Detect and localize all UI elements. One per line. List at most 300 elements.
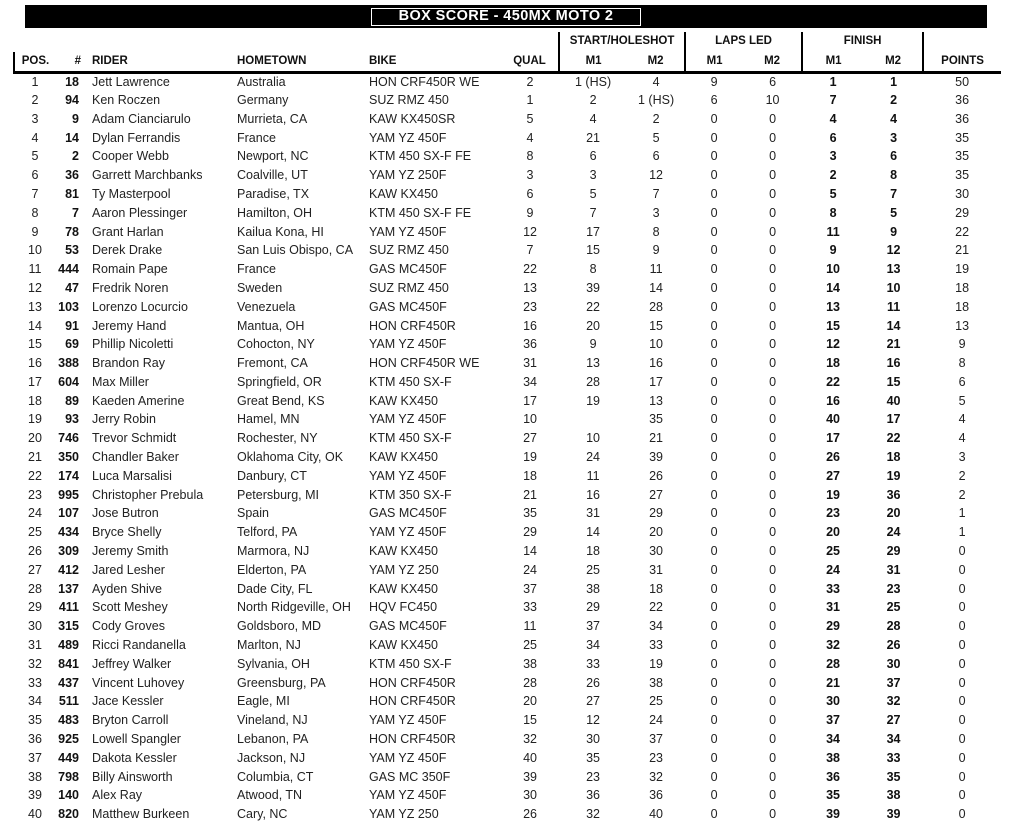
cell-hometown: Vineland, NJ	[237, 713, 308, 728]
cell-number: 315	[58, 619, 79, 634]
cell-bike: YAM YZ 450F	[369, 525, 447, 540]
cell-lapsled-m2: 0	[769, 468, 777, 483]
cell-pos: 17	[28, 374, 42, 389]
cell-bike: GAS MC450F	[369, 262, 447, 277]
cell-finish-m1: 40	[826, 412, 841, 427]
cell-qual: 37	[523, 581, 537, 596]
cell-hometown: Atwood, TN	[237, 788, 303, 803]
cell-rider: Ty Masterpool	[92, 186, 171, 201]
cell-pos: 7	[31, 186, 39, 201]
cell-finish-m1: 19	[826, 487, 841, 502]
cell-start-m1: 27	[586, 694, 601, 709]
cell-bike: GAS MC450F	[369, 619, 447, 634]
cell-pos: 9	[31, 224, 39, 239]
cell-rider: Billy Ainsworth	[92, 769, 173, 784]
cell-lapsled-m1: 0	[710, 412, 718, 427]
cell-pos: 3	[31, 111, 39, 126]
cell-finish-m1: 32	[826, 638, 841, 653]
cell-bike: YAM YZ 250	[369, 807, 439, 822]
cell-rider: Bryton Carroll	[92, 713, 169, 728]
cell-pos: 4	[31, 130, 39, 145]
table-row	[14, 166, 1001, 185]
cell-finish-m2: 22	[886, 431, 901, 446]
cell-bike: SUZ RMZ 450	[369, 92, 449, 107]
cell-lapsled-m2: 10	[765, 92, 780, 107]
cell-rider: Jace Kessler	[92, 694, 164, 709]
cell-lapsled-m2: 0	[769, 224, 777, 239]
table-row	[14, 147, 1001, 166]
cell-start-m1: 17	[586, 224, 601, 239]
cell-points: 0	[958, 732, 966, 747]
cell-finish-m1: 22	[826, 374, 841, 389]
cell-start-m1: 20	[586, 318, 601, 333]
cell-points: 0	[958, 675, 966, 690]
cell-number: 798	[58, 769, 79, 784]
cell-number: 437	[58, 675, 79, 690]
cell-rider: Lorenzo Locurcio	[92, 299, 188, 314]
cell-rider: Ken Roczen	[92, 92, 161, 107]
cell-hometown: Springfield, OR	[237, 374, 322, 389]
col-header-finish-m2: M2	[864, 52, 923, 72]
cell-points: 30	[955, 186, 970, 201]
table-row	[14, 617, 1001, 636]
cell-hometown: Petersburg, MI	[237, 487, 319, 502]
cell-qual: 9	[526, 205, 534, 220]
cell-lapsled-m1: 0	[710, 431, 718, 446]
cell-pos: 1	[31, 74, 39, 89]
table-row	[14, 674, 1001, 693]
cell-rider: Phillip Nicoletti	[92, 337, 174, 352]
cell-pos: 11	[28, 262, 42, 277]
cell-hometown: Spain	[237, 506, 269, 521]
table-row	[14, 110, 1001, 129]
cell-pos: 16	[28, 356, 42, 371]
cell-hometown: Dade City, FL	[237, 581, 313, 596]
cell-start-m2: 9	[652, 243, 660, 258]
cell-points: 0	[958, 581, 966, 596]
cell-hometown: Sylvania, OH	[237, 656, 310, 671]
cell-pos: 8	[31, 205, 39, 220]
cell-lapsled-m1: 0	[710, 638, 718, 653]
cell-finish-m1: 30	[826, 694, 841, 709]
col-header-lapsled-m1: M1	[685, 52, 743, 72]
cell-points: 18	[955, 280, 970, 295]
cell-number: 9	[72, 111, 79, 126]
cell-hometown: Elderton, PA	[237, 562, 307, 577]
cell-points: 50	[955, 74, 970, 89]
cell-finish-m1: 34	[826, 732, 841, 747]
cell-number: 350	[58, 450, 79, 465]
table-row	[14, 241, 1001, 260]
cell-finish-m2: 16	[886, 356, 901, 371]
cell-bike: YAM YZ 450F	[369, 788, 447, 803]
cell-lapsled-m2: 0	[769, 656, 777, 671]
cell-lapsled-m1: 0	[710, 262, 718, 277]
table-row	[14, 354, 1001, 373]
cell-bike: KTM 350 SX-F	[369, 487, 452, 502]
cell-hometown: Kailua Kona, HI	[237, 224, 324, 239]
cell-finish-m1: 25	[826, 544, 841, 559]
cell-rider: Jared Lesher	[92, 562, 165, 577]
cell-points: 18	[955, 299, 970, 314]
cell-number: 36	[65, 168, 79, 183]
page-title: BOX SCORE - 450MX MOTO 2	[398, 8, 614, 25]
cell-start-m2: 3	[652, 205, 660, 220]
cell-start-m1: 5	[589, 186, 597, 201]
cell-finish-m1: 6	[829, 130, 837, 145]
cell-finish-m2: 10	[886, 280, 901, 295]
cell-lapsled-m2: 0	[769, 600, 777, 615]
cell-points: 1	[958, 525, 966, 540]
cell-start-m1: 39	[586, 280, 601, 295]
cell-start-m2: 27	[649, 487, 664, 502]
cell-points: 3	[958, 450, 966, 465]
cell-qual: 32	[523, 732, 537, 747]
cell-lapsled-m1: 0	[710, 732, 718, 747]
cell-finish-m2: 33	[886, 750, 901, 765]
cell-lapsled-m1: 0	[710, 130, 718, 145]
cell-finish-m1: 11	[826, 224, 840, 239]
cell-rider: Ayden Shive	[92, 581, 162, 596]
cell-bike: KAW KX450	[369, 638, 439, 653]
cell-finish-m1: 31	[826, 600, 841, 615]
cell-rider: Christopher Prebula	[92, 487, 204, 502]
cell-lapsled-m1: 0	[710, 581, 718, 596]
cell-pos: 38	[28, 769, 42, 784]
cell-hometown: Fremont, CA	[237, 356, 308, 371]
cell-pos: 23	[28, 487, 42, 502]
cell-points: 0	[958, 619, 966, 634]
cell-rider: Trevor Schmidt	[92, 431, 177, 446]
cell-lapsled-m2: 0	[769, 431, 777, 446]
cell-finish-m1: 37	[826, 713, 841, 728]
col-header-number: #	[56, 52, 90, 72]
cell-qual: 25	[523, 638, 537, 653]
cell-points: 0	[958, 600, 966, 615]
cell-start-m1: 8	[589, 262, 597, 277]
cell-lapsled-m2: 0	[769, 619, 777, 634]
table-row	[14, 523, 1001, 542]
cell-rider: Jerry Robin	[92, 412, 156, 427]
cell-bike: KTM 450 SX-F	[369, 656, 452, 671]
cell-start-m1: 7	[589, 205, 597, 220]
cell-lapsled-m2: 0	[769, 694, 777, 709]
cell-rider: Alex Ray	[92, 788, 143, 803]
cell-start-m1: 15	[586, 243, 601, 258]
group-header-points-spacer	[923, 32, 1001, 52]
cell-rider: Cooper Webb	[92, 149, 169, 164]
cell-start-m2: 7	[652, 186, 660, 201]
cell-start-m2: 29	[649, 506, 664, 521]
cell-bike: KTM 450 SX-F FE	[369, 205, 472, 220]
cell-finish-m2: 32	[886, 694, 901, 709]
results-body	[14, 72, 1001, 824]
cell-points: 4	[958, 412, 966, 427]
cell-number: 604	[58, 374, 79, 389]
table-row	[14, 204, 1001, 223]
cell-start-m1: 23	[586, 769, 601, 784]
cell-points: 6	[958, 374, 966, 389]
cell-start-m1: 13	[586, 356, 601, 371]
cell-start-m1: 26	[586, 675, 601, 690]
cell-points: 21	[955, 243, 970, 258]
cell-hometown: Mantua, OH	[237, 318, 305, 333]
cell-start-m1: 37	[586, 619, 601, 634]
cell-start-m2: 22	[649, 600, 664, 615]
cell-finish-m1: 28	[826, 656, 841, 671]
col-header-start-m1: M1	[559, 52, 627, 72]
cell-pos: 19	[28, 412, 42, 427]
cell-start-m2: 20	[649, 525, 664, 540]
cell-finish-m2: 5	[890, 205, 898, 220]
cell-finish-m1: 27	[826, 468, 841, 483]
cell-start-m2: 30	[649, 544, 664, 559]
cell-bike: KAW KX450	[369, 544, 439, 559]
table-row	[14, 655, 1001, 674]
cell-finish-m1: 14	[826, 280, 841, 295]
cell-rider: Max Miller	[92, 374, 149, 389]
cell-lapsled-m1: 6	[710, 92, 718, 107]
cell-hometown: Newport, NC	[237, 149, 309, 164]
cell-start-m1: 34	[586, 638, 601, 653]
cell-lapsled-m1: 0	[710, 619, 718, 634]
cell-qual: 1	[526, 92, 534, 107]
cell-lapsled-m2: 0	[769, 525, 777, 540]
cell-pos: 15	[28, 337, 42, 352]
cell-lapsled-m2: 0	[769, 487, 777, 502]
cell-lapsled-m1: 0	[710, 224, 718, 239]
cell-finish-m1: 5	[829, 186, 837, 201]
cell-bike: HON CRF450R WE	[369, 74, 480, 89]
cell-pos: 28	[28, 581, 42, 596]
cell-finish-m2: 30	[886, 656, 901, 671]
table-row	[14, 692, 1001, 711]
cell-bike: HON CRF450R	[369, 694, 456, 709]
cell-lapsled-m2: 0	[769, 299, 777, 314]
cell-rider: Matthew Burkeen	[92, 807, 190, 822]
cell-hometown: Coalville, UT	[237, 168, 308, 183]
cell-pos: 25	[28, 525, 42, 540]
cell-rider: Adam Cianciarulo	[92, 111, 191, 126]
cell-finish-m2: 21	[886, 337, 901, 352]
table-row	[14, 730, 1001, 749]
cell-finish-m2: 29	[886, 544, 901, 559]
cell-start-m2: 18	[649, 581, 664, 596]
cell-start-m1: 12	[586, 713, 601, 728]
cell-lapsled-m1: 0	[710, 788, 718, 803]
cell-hometown: Paradise, TX	[237, 186, 310, 201]
cell-finish-m2: 40	[886, 393, 901, 408]
cell-finish-m2: 4	[890, 111, 898, 126]
col-header-pos: POS.	[14, 52, 56, 72]
group-header-finish: FINISH	[802, 32, 923, 52]
cell-bike: GAS MC 350F	[369, 769, 451, 784]
table-row	[14, 128, 1001, 147]
cell-qual: 27	[523, 431, 537, 446]
cell-start-m2: 38	[649, 675, 664, 690]
cell-finish-m1: 18	[826, 356, 841, 371]
cell-finish-m1: 20	[826, 525, 841, 540]
cell-points: 36	[955, 111, 970, 126]
cell-number: 174	[58, 468, 79, 483]
table-row	[14, 598, 1001, 617]
cell-finish-m1: 24	[826, 562, 841, 577]
cell-number: 388	[58, 356, 79, 371]
cell-bike: GAS MC450F	[369, 299, 447, 314]
cell-lapsled-m2: 0	[769, 750, 777, 765]
cell-hometown: North Ridgeville, OH	[237, 600, 351, 615]
cell-lapsled-m1: 0	[710, 337, 718, 352]
cell-finish-m1: 23	[826, 506, 841, 521]
cell-points: 0	[958, 562, 966, 577]
cell-points: 35	[955, 149, 970, 164]
cell-pos: 33	[28, 675, 42, 690]
cell-finish-m1: 12	[826, 337, 841, 352]
cell-hometown: Marmora, NJ	[237, 544, 310, 559]
cell-qual: 39	[523, 769, 537, 784]
cell-number: 841	[58, 656, 79, 671]
cell-start-m2: 28	[649, 299, 664, 314]
cell-lapsled-m1: 0	[710, 600, 718, 615]
cell-pos: 20	[28, 431, 42, 446]
cell-lapsled-m2: 0	[769, 807, 777, 822]
cell-start-m1: 24	[586, 450, 601, 465]
cell-number: 444	[58, 262, 79, 277]
cell-start-m1: 29	[586, 600, 601, 615]
cell-start-m1: 36	[586, 788, 601, 803]
cell-hometown: Eagle, MI	[237, 694, 290, 709]
table-row	[14, 298, 1001, 317]
cell-lapsled-m2: 0	[769, 130, 777, 145]
cell-hometown: France	[237, 130, 276, 145]
cell-number: 434	[58, 525, 79, 540]
cell-lapsled-m1: 0	[710, 750, 718, 765]
cell-lapsled-m1: 0	[710, 487, 718, 502]
cell-pos: 26	[28, 544, 42, 559]
cell-points: 13	[955, 318, 970, 333]
cell-qual: 10	[523, 412, 537, 427]
cell-pos: 31	[28, 638, 42, 653]
cell-lapsled-m2: 0	[769, 149, 777, 164]
cell-rider: Grant Harlan	[92, 224, 164, 239]
cell-start-m1: 35	[586, 750, 601, 765]
cell-rider: Dakota Kessler	[92, 750, 177, 765]
cell-finish-m2: 3	[890, 130, 898, 145]
cell-finish-m1: 2	[829, 168, 837, 183]
group-header-row	[14, 32, 1001, 52]
cell-finish-m1: 16	[826, 393, 841, 408]
cell-pos: 21	[28, 450, 42, 465]
cell-qual: 38	[523, 656, 537, 671]
cell-lapsled-m1: 0	[710, 205, 718, 220]
cell-rider: Jeremy Hand	[92, 318, 167, 333]
cell-start-m1: 2	[589, 92, 597, 107]
cell-finish-m2: 34	[886, 732, 901, 747]
cell-start-m1: 31	[586, 506, 601, 521]
cell-number: 411	[58, 600, 79, 615]
cell-pos: 39	[28, 788, 42, 803]
cell-bike: KTM 450 SX-F FE	[369, 149, 472, 164]
cell-lapsled-m1: 0	[710, 769, 718, 784]
cell-rider: Brandon Ray	[92, 356, 165, 371]
cell-start-m2: 35	[649, 412, 664, 427]
cell-qual: 36	[523, 337, 537, 352]
cell-start-m2: 8	[652, 224, 660, 239]
cell-hometown: Murrieta, CA	[237, 111, 308, 126]
cell-pos: 30	[28, 619, 42, 634]
cell-start-m2: 17	[649, 374, 664, 389]
table-row	[14, 260, 1001, 279]
cell-hometown: Oklahoma City, OK	[237, 450, 344, 465]
cell-lapsled-m1: 0	[710, 713, 718, 728]
cell-qual: 33	[523, 600, 537, 615]
col-header-finish-m1: M1	[802, 52, 864, 72]
cell-lapsled-m2: 0	[769, 111, 777, 126]
cell-qual: 22	[523, 262, 537, 277]
cell-start-m1: 22	[586, 299, 601, 314]
cell-points: 22	[955, 224, 970, 239]
cell-lapsled-m1: 0	[710, 243, 718, 258]
cell-rider: Garrett Marchbanks	[92, 168, 203, 183]
column-header-row	[14, 52, 1001, 72]
cell-finish-m2: 37	[886, 675, 901, 690]
cell-hometown: Jackson, NJ	[237, 750, 306, 765]
cell-rider: Ricci Randanella	[92, 638, 186, 653]
cell-lapsled-m1: 0	[710, 393, 718, 408]
cell-number: 820	[58, 807, 79, 822]
cell-lapsled-m2: 0	[769, 337, 777, 352]
cell-finish-m2: 36	[886, 487, 901, 502]
cell-finish-m1: 26	[826, 450, 841, 465]
cell-rider: Chandler Baker	[92, 450, 179, 465]
cell-bike: YAM YZ 250	[369, 562, 439, 577]
table-row	[14, 335, 1001, 354]
cell-points: 0	[958, 713, 966, 728]
cell-finish-m2: 19	[886, 468, 901, 483]
table-row	[14, 805, 1001, 824]
cell-qual: 28	[523, 675, 537, 690]
cell-qual: 26	[523, 807, 537, 822]
cell-rider: Fredrik Noren	[92, 280, 169, 295]
cell-lapsled-m1: 0	[710, 562, 718, 577]
cell-pos: 36	[28, 732, 42, 747]
cell-qual: 24	[523, 562, 537, 577]
cell-finish-m2: 18	[886, 450, 901, 465]
cell-hometown: Germany	[237, 92, 289, 107]
cell-qual: 6	[526, 186, 534, 201]
cell-number: 137	[58, 581, 79, 596]
cell-bike: YAM YZ 450F	[369, 412, 447, 427]
cell-bike: YAM YZ 450F	[369, 224, 447, 239]
cell-rider: Scott Meshey	[92, 600, 168, 615]
cell-number: 746	[58, 431, 79, 446]
cell-finish-m1: 36	[826, 769, 841, 784]
cell-start-m1: 11	[586, 468, 600, 483]
cell-points: 8	[958, 356, 966, 371]
cell-lapsled-m1: 0	[710, 280, 718, 295]
cell-bike: KTM 450 SX-F	[369, 374, 452, 389]
cell-bike: GAS MC450F	[369, 506, 447, 521]
group-header-spacer	[14, 32, 559, 52]
cell-number: 489	[58, 638, 79, 653]
cell-pos: 37	[28, 750, 42, 765]
cell-lapsled-m2: 0	[769, 638, 777, 653]
table-row	[14, 580, 1001, 599]
table-row	[14, 486, 1001, 505]
cell-rider: Derek Drake	[92, 243, 163, 258]
cell-pos: 40	[28, 807, 42, 822]
cell-qual: 30	[523, 788, 537, 803]
